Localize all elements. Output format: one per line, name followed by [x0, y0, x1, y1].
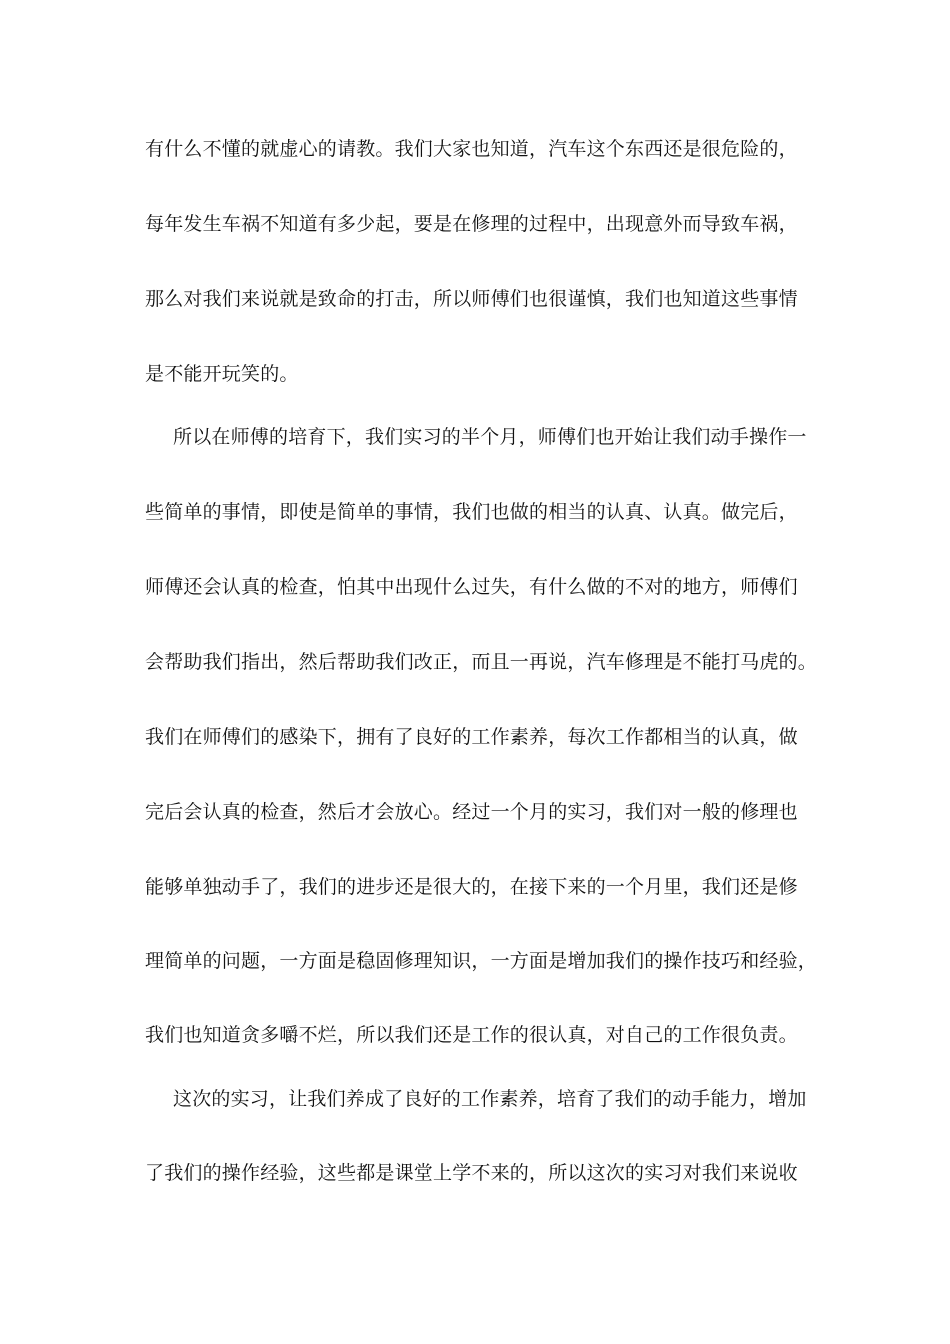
text-line: 是不能开玩笑的。 — [145, 363, 299, 385]
text-line: 些简单的事情，即使是简单的事情，我们也做的相当的认真、认真。做完后， — [145, 501, 798, 523]
text-line: 会帮助我们指出，然后帮助我们改正，而且一再说，汽车修理是不能打马虎的。 — [145, 651, 818, 673]
text-line: 我们也知道贪多嚼不烂，所以我们还是工作的很认真，对自己的工作很负责。 — [145, 1024, 798, 1046]
text-line: 完后会认真的检查，然后才会放心。经过一个月的实习，我们对一般的修理也 — [145, 801, 798, 823]
paragraph-first-line: 这次的实习，让我们养成了良好的工作素养，培育了我们的动手能力，增加 — [173, 1088, 807, 1110]
text-line: 师傅还会认真的检查，怕其中出现什么过失，有什么做的不对的地方，师傅们 — [145, 576, 798, 598]
text-line: 能够单独动手了，我们的进步还是很大的，在接下来的一个月里，我们还是修 — [145, 876, 798, 898]
text-line: 理简单的问题，一方面是稳固修理知识，一方面是增加我们的操作技巧和经验， — [145, 950, 818, 972]
paragraph-first-line: 所以在师傅的培育下，我们实习的半个月，师傅们也开始让我们动手操作一 — [173, 426, 807, 448]
text-line: 有什么不懂的就虚心的请教。我们大家也知道，汽车这个东西还是很危险的， — [145, 138, 798, 160]
text-line: 我们在师傅们的感染下，拥有了良好的工作素养，每次工作都相当的认真，做 — [145, 726, 798, 748]
text-line: 每年发生车祸不知道有多少起，要是在修理的过程中，出现意外而导致车祸， — [145, 213, 798, 235]
text-line: 了我们的操作经验，这些都是课堂上学不来的，所以这次的实习对我们来说收 — [145, 1162, 798, 1184]
text-line: 那么对我们来说就是致命的打击，所以师傅们也很谨慎，我们也知道这些事情 — [145, 288, 798, 310]
